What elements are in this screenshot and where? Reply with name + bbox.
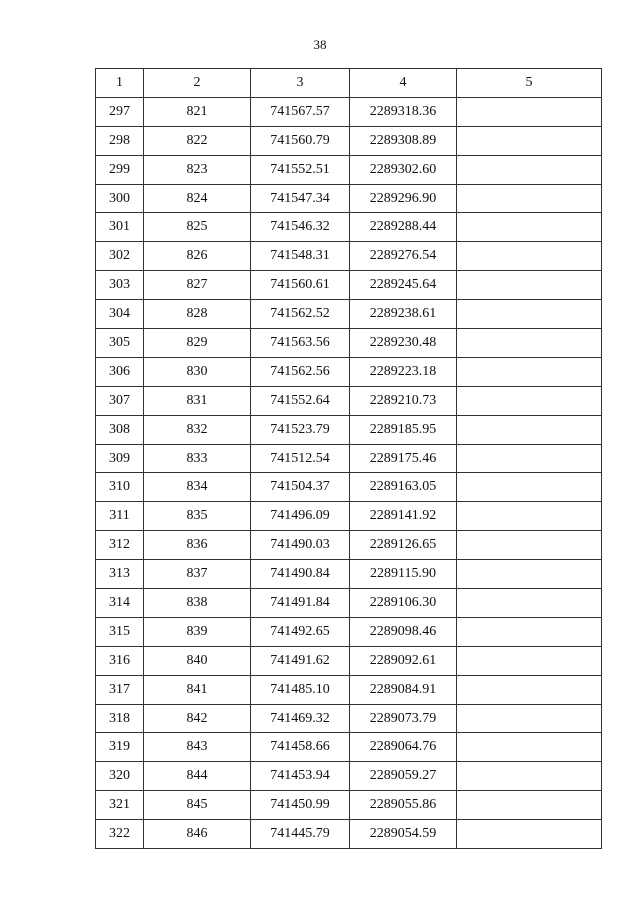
table-cell: 318 [96, 704, 144, 733]
table-cell: 2289141.92 [350, 502, 457, 531]
table-cell: 741512.54 [251, 444, 350, 473]
table-row [96, 271, 602, 300]
table-cell: 313 [96, 560, 144, 589]
table-cell: 298 [96, 126, 144, 155]
table-cell: 2289302.60 [350, 155, 457, 184]
table-cell [457, 97, 602, 126]
table-cell: 842 [144, 704, 251, 733]
column-header: 4 [350, 69, 457, 98]
table-cell: 320 [96, 762, 144, 791]
table-cell: 839 [144, 617, 251, 646]
table-row [96, 762, 602, 791]
table-cell: 838 [144, 589, 251, 618]
table-cell: 741552.64 [251, 386, 350, 415]
table-cell: 741523.79 [251, 415, 350, 444]
table-cell: 316 [96, 646, 144, 675]
table-cell: 307 [96, 386, 144, 415]
table-cell [457, 762, 602, 791]
table-cell [457, 357, 602, 386]
table-cell: 741552.51 [251, 155, 350, 184]
table-cell: 844 [144, 762, 251, 791]
table-row [96, 733, 602, 762]
table-cell [457, 126, 602, 155]
table-cell [457, 531, 602, 560]
table-cell: 840 [144, 646, 251, 675]
table-cell [457, 646, 602, 675]
table-cell [457, 213, 602, 242]
table-cell: 833 [144, 444, 251, 473]
table-cell: 297 [96, 97, 144, 126]
table-cell: 304 [96, 300, 144, 329]
table-cell: 314 [96, 589, 144, 618]
table-row [96, 329, 602, 358]
table-cell: 741469.32 [251, 704, 350, 733]
table-cell [457, 675, 602, 704]
table-cell: 825 [144, 213, 251, 242]
table-cell: 306 [96, 357, 144, 386]
table-cell: 2289223.18 [350, 357, 457, 386]
column-header: 3 [251, 69, 350, 98]
table-cell: 2289163.05 [350, 473, 457, 502]
table-row [96, 213, 602, 242]
table-row [96, 791, 602, 820]
table-cell: 741546.32 [251, 213, 350, 242]
column-header: 1 [96, 69, 144, 98]
table-cell: 741496.09 [251, 502, 350, 531]
table-cell: 741458.66 [251, 733, 350, 762]
table-cell: 2289238.61 [350, 300, 457, 329]
table-cell: 310 [96, 473, 144, 502]
table-cell: 299 [96, 155, 144, 184]
table-cell: 845 [144, 791, 251, 820]
table-cell: 741490.03 [251, 531, 350, 560]
table-cell: 2289055.86 [350, 791, 457, 820]
table-cell: 826 [144, 242, 251, 271]
table-cell: 2289059.27 [350, 762, 457, 791]
table-cell: 836 [144, 531, 251, 560]
table-cell: 2289308.89 [350, 126, 457, 155]
table-cell: 741491.62 [251, 646, 350, 675]
table-cell: 741450.99 [251, 791, 350, 820]
table-cell: 2289185.95 [350, 415, 457, 444]
table-cell: 311 [96, 502, 144, 531]
table-cell [457, 560, 602, 589]
table-cell: 841 [144, 675, 251, 704]
table-cell: 2289064.76 [350, 733, 457, 762]
table-row [96, 97, 602, 126]
table-cell: 741445.79 [251, 820, 350, 849]
table-cell: 741567.57 [251, 97, 350, 126]
table-cell: 2289318.36 [350, 97, 457, 126]
table-cell: 2289245.64 [350, 271, 457, 300]
table-row [96, 502, 602, 531]
table-cell: 301 [96, 213, 144, 242]
table-cell: 300 [96, 184, 144, 213]
table-row [96, 242, 602, 271]
table-cell [457, 704, 602, 733]
table-cell: 741490.84 [251, 560, 350, 589]
table-row [96, 704, 602, 733]
table-cell [457, 386, 602, 415]
table-cell: 2289092.61 [350, 646, 457, 675]
table-cell [457, 271, 602, 300]
table-cell: 741491.84 [251, 589, 350, 618]
table-row [96, 300, 602, 329]
table-cell: 2289073.79 [350, 704, 457, 733]
table-cell: 321 [96, 791, 144, 820]
table-cell: 2289098.46 [350, 617, 457, 646]
table-cell: 2289126.65 [350, 531, 457, 560]
table-cell: 303 [96, 271, 144, 300]
table-row [96, 646, 602, 675]
table-cell [457, 617, 602, 646]
table-cell: 2289296.90 [350, 184, 457, 213]
table-cell: 831 [144, 386, 251, 415]
table-row [96, 415, 602, 444]
column-header: 2 [144, 69, 251, 98]
table-cell: 823 [144, 155, 251, 184]
table-cell: 828 [144, 300, 251, 329]
table-cell: 741547.34 [251, 184, 350, 213]
table-cell: 741560.61 [251, 271, 350, 300]
table-row [96, 531, 602, 560]
table-cell: 830 [144, 357, 251, 386]
column-header: 5 [457, 69, 602, 98]
table-cell: 837 [144, 560, 251, 589]
table-cell: 741562.56 [251, 357, 350, 386]
table-row [96, 444, 602, 473]
table-cell: 319 [96, 733, 144, 762]
table-cell: 741453.94 [251, 762, 350, 791]
table-row [96, 617, 602, 646]
table-cell [457, 733, 602, 762]
table-row [96, 560, 602, 589]
table-cell [457, 329, 602, 358]
table-cell: 822 [144, 126, 251, 155]
table-row [96, 184, 602, 213]
table-cell: 308 [96, 415, 144, 444]
table-cell [457, 155, 602, 184]
table-cell: 827 [144, 271, 251, 300]
table-cell [457, 502, 602, 531]
table-body [96, 97, 602, 848]
table-cell: 2289115.90 [350, 560, 457, 589]
table-row [96, 357, 602, 386]
page-number: 38 [313, 37, 327, 52]
table-cell [457, 300, 602, 329]
table-cell: 322 [96, 820, 144, 849]
table-row [96, 589, 602, 618]
table-cell: 846 [144, 820, 251, 849]
table-cell: 305 [96, 329, 144, 358]
table-cell: 2289288.44 [350, 213, 457, 242]
table-cell [457, 791, 602, 820]
table-cell: 2289106.30 [350, 589, 457, 618]
table-cell: 843 [144, 733, 251, 762]
table-cell: 834 [144, 473, 251, 502]
table-cell: 741548.31 [251, 242, 350, 271]
table-row [96, 126, 602, 155]
table-cell: 741485.10 [251, 675, 350, 704]
table-cell: 2289276.54 [350, 242, 457, 271]
table-cell: 741504.37 [251, 473, 350, 502]
table-cell: 2289210.73 [350, 386, 457, 415]
table-cell: 2289054.59 [350, 820, 457, 849]
table-cell: 741562.52 [251, 300, 350, 329]
table-cell [457, 820, 602, 849]
table-cell: 317 [96, 675, 144, 704]
table-row [96, 386, 602, 415]
table-cell: 824 [144, 184, 251, 213]
table-cell [457, 184, 602, 213]
table-row [96, 473, 602, 502]
table-cell [457, 589, 602, 618]
table-cell [457, 444, 602, 473]
table-row [96, 155, 602, 184]
table-cell: 312 [96, 531, 144, 560]
table-cell: 2289084.91 [350, 675, 457, 704]
table-cell: 309 [96, 444, 144, 473]
table-cell: 835 [144, 502, 251, 531]
table-cell: 741560.79 [251, 126, 350, 155]
table-cell [457, 242, 602, 271]
table-cell: 315 [96, 617, 144, 646]
table-row [96, 820, 602, 849]
table-cell: 2289175.46 [350, 444, 457, 473]
table-cell [457, 473, 602, 502]
table-cell [457, 415, 602, 444]
coordinates-table [95, 68, 602, 849]
table-cell: 741492.65 [251, 617, 350, 646]
table-row [96, 675, 602, 704]
table-cell: 821 [144, 97, 251, 126]
table-cell: 832 [144, 415, 251, 444]
table-cell: 302 [96, 242, 144, 271]
table-cell: 741563.56 [251, 329, 350, 358]
table-cell: 829 [144, 329, 251, 358]
table-cell: 2289230.48 [350, 329, 457, 358]
table-header-row [96, 69, 602, 98]
